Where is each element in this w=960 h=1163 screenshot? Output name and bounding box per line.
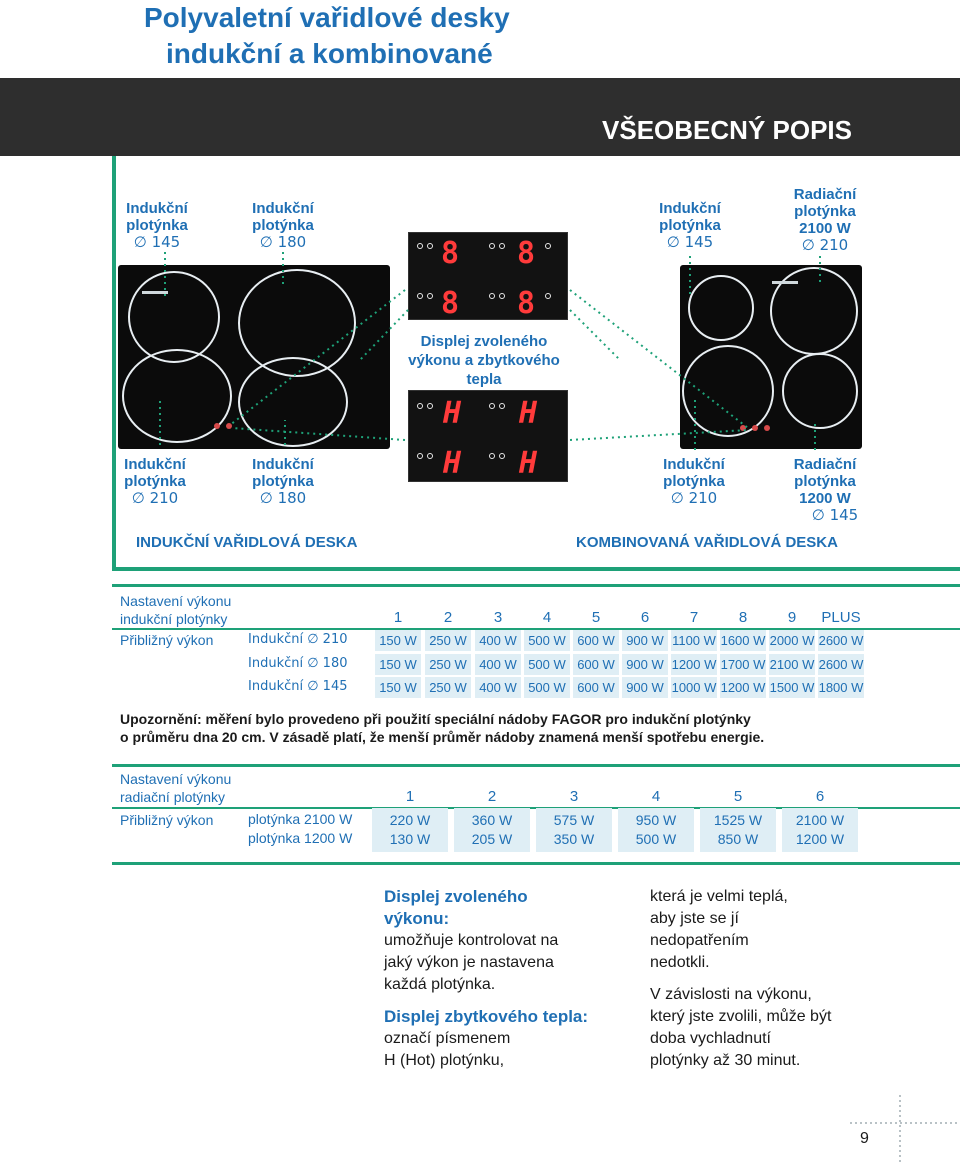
text-line: umožňuje kontrolovat na	[384, 932, 559, 949]
label-line: plotýnka	[252, 217, 314, 234]
leader-line	[232, 428, 405, 440]
table-cell: 400 W	[475, 654, 521, 675]
label-combined-radiant-1200	[780, 456, 870, 524]
note-line: Upozornění: měření bylo provedeno při použití speciální nádoby FAGOR pro indukční plotýnky	[120, 711, 751, 727]
note-line: o průměru dna 20 cm. V zásadě platí, že menší průměr nádoby znamená menší spotřebu energie.	[120, 729, 765, 745]
page-number: 9	[860, 1130, 869, 1147]
label-line: Indukční	[126, 200, 188, 217]
label-line: 2100 W	[799, 220, 851, 237]
table-cell: 2100 W	[769, 654, 815, 675]
text-line: aby jste se jí	[650, 910, 739, 927]
value-1200: 130 W	[389, 831, 431, 847]
table-divider	[112, 584, 960, 587]
value-2100: 2100 W	[795, 812, 845, 828]
radiant-table-label	[120, 770, 231, 806]
table-cell: 250 W	[425, 654, 471, 675]
label-line: Nastavení výkonu	[120, 593, 232, 609]
table-cell	[618, 808, 694, 852]
table-cell	[700, 808, 776, 852]
title-line-1: Polyvaletní vařidlové desky	[144, 2, 510, 33]
label-line: Indukční	[659, 200, 721, 217]
text-line: doba vychladnutí	[650, 1030, 771, 1047]
table-cell: 150 W	[375, 654, 421, 675]
label-line: 1200 W	[799, 490, 851, 507]
text-line: plotýnky až 30 minut.	[650, 1052, 801, 1069]
table-cell	[454, 808, 530, 852]
induction-table-label	[120, 592, 231, 628]
induction-hob-caption: INDUKČNÍ VAŘIDLOVÁ DESKA	[136, 534, 358, 551]
segment-digit: 8	[441, 236, 460, 271]
value-2100: 220 W	[389, 812, 431, 828]
column-header: 4	[651, 788, 661, 805]
page-corner-mark	[850, 1095, 960, 1163]
table-cell: 250 W	[425, 677, 471, 698]
table-cell: 250 W	[425, 630, 471, 651]
display-callout: Displej zvoleného výkonu a zbytkového tepla	[408, 333, 560, 388]
label-line: indukční plotýnky	[120, 611, 228, 627]
table-cell: 2600 W	[818, 630, 864, 651]
column-header: 6	[815, 788, 825, 805]
value-2100: 575 W	[553, 812, 595, 828]
label-line: ∅ 210	[670, 489, 718, 507]
label-induction-210	[110, 456, 200, 507]
leader-line	[570, 430, 748, 440]
text-line: označí písmenem	[384, 1030, 511, 1047]
label-line: plotýnka	[794, 473, 856, 490]
text-line: která je velmi teplá,	[650, 888, 788, 905]
table-cell	[372, 808, 448, 852]
label-line: plotýnka	[252, 473, 314, 490]
column-header: 9	[787, 609, 797, 626]
measurement-note	[120, 710, 860, 746]
column-header: 2	[443, 609, 453, 626]
table-cell: 600 W	[573, 677, 619, 698]
table-cell: 1500 W	[769, 677, 815, 698]
column-header: 5	[733, 788, 743, 805]
row-name: Indukční ∅ 145	[248, 679, 348, 694]
table-cell: 500 W	[524, 677, 570, 698]
residual-heat-description	[650, 886, 890, 1072]
table-cell: 1200 W	[720, 677, 766, 698]
value-1200: 850 W	[717, 831, 759, 847]
row-name: Indukční ∅ 210	[248, 632, 348, 647]
text-line: nedotkli.	[650, 954, 710, 971]
leader-line	[570, 310, 620, 360]
label-line: plotýnka	[794, 203, 856, 220]
label-line: plotýnka	[126, 217, 188, 234]
table-cell: 1800 W	[818, 677, 864, 698]
value-1200: 205 W	[471, 831, 513, 847]
combined-hob-caption: KOMBINOVANÁ VAŘIDLOVÁ DESKA	[576, 534, 838, 551]
radiant-row-header: Přibližný výkon	[120, 812, 214, 828]
label-line: Indukční	[663, 456, 725, 473]
label-line: ∅ 180	[259, 233, 307, 251]
table-divider	[112, 764, 960, 767]
section-title: VŠEOBECNÝ POPIS	[602, 115, 852, 145]
label-combined-induction-210	[644, 456, 744, 507]
title-line-2: indukční a kombinované	[166, 38, 493, 69]
label-line: ∅ 145	[811, 506, 859, 524]
heading: výkonu:	[384, 909, 450, 928]
table-cell: 1700 W	[720, 654, 766, 675]
table-cell: 1100 W	[671, 630, 717, 651]
value-1200: 350 W	[553, 831, 595, 847]
column-header: 3	[569, 788, 579, 805]
label-line: Indukční	[252, 200, 314, 217]
value-1200: 500 W	[635, 831, 677, 847]
row-name: Indukční ∅ 180	[248, 656, 348, 671]
column-header: 4	[542, 609, 552, 626]
heading: Displej zvoleného	[384, 887, 528, 906]
display-description	[384, 886, 624, 1072]
label-line: Radiační	[793, 456, 857, 473]
leader-line	[230, 290, 405, 425]
label-line: Indukční	[124, 456, 186, 473]
table-cell: 2600 W	[818, 654, 864, 675]
value-2100: 950 W	[635, 812, 677, 828]
table-cell: 500 W	[524, 630, 570, 651]
segment-digit: 8	[517, 286, 536, 321]
column-header: 1	[393, 609, 403, 626]
table-cell: 600 W	[573, 654, 619, 675]
label-line: Radiační	[793, 186, 857, 203]
table-cell: 500 W	[524, 654, 570, 675]
heading: Displej zbytkového tepla:	[384, 1007, 589, 1026]
text-line: každá plotýnka.	[384, 976, 496, 993]
table-cell: 900 W	[622, 654, 668, 675]
table-cell: 600 W	[573, 630, 619, 651]
row-name: plotýnka 1200 W	[248, 830, 353, 846]
value-2100: 1525 W	[713, 812, 763, 828]
column-header: 6	[640, 609, 650, 626]
table-cell: 900 W	[622, 677, 668, 698]
label-line: ∅ 210	[131, 489, 179, 507]
row-name: plotýnka 2100 W	[248, 811, 353, 827]
label-line: plotýnka	[663, 473, 725, 490]
segment-digit: H	[519, 396, 538, 431]
segment-digit: H	[519, 446, 538, 481]
value-1200: 1200 W	[795, 831, 845, 847]
column-header: 3	[493, 609, 503, 626]
label-line: Indukční	[252, 456, 314, 473]
column-header: 5	[591, 609, 601, 626]
column-header: 1	[405, 788, 415, 805]
text-line: jaký výkon je nastavena	[384, 954, 554, 971]
table-cell: 2000 W	[769, 630, 815, 651]
label-line: plotýnka	[124, 473, 186, 490]
table-cell: 150 W	[375, 630, 421, 651]
induction-row-header: Přibližný výkon	[120, 632, 214, 648]
label-line: ∅ 180	[259, 489, 307, 507]
value-2100: 360 W	[471, 812, 513, 828]
segment-digit: H	[443, 396, 462, 431]
radiant-row-names	[248, 810, 352, 848]
label-line: plotýnka	[659, 217, 721, 234]
column-header: 8	[738, 609, 748, 626]
table-divider	[112, 862, 960, 865]
table-cell: 1000 W	[671, 677, 717, 698]
leader-line	[360, 310, 408, 360]
label-line: ∅ 145	[666, 233, 714, 251]
table-cell: 1200 W	[671, 654, 717, 675]
segment-digit: 8	[441, 286, 460, 321]
text-line: H (Hot) plotýnku,	[384, 1052, 505, 1069]
table-cell: 400 W	[475, 630, 521, 651]
column-header: PLUS	[821, 609, 861, 626]
leader-line	[570, 290, 748, 428]
column-header: 7	[689, 609, 699, 626]
label-induction-180-bottom	[238, 456, 328, 507]
table-cell: 400 W	[475, 677, 521, 698]
segment-digit: 8	[517, 236, 536, 271]
column-header: 2	[487, 788, 497, 805]
label-line: radiační plotýnky	[120, 789, 226, 805]
segment-digit: H	[443, 446, 462, 481]
label-line: ∅ 210	[801, 236, 849, 254]
text-line: nedopatřením	[650, 932, 749, 949]
label-line: Nastavení výkonu	[120, 771, 232, 787]
table-cell: 1600 W	[720, 630, 766, 651]
table-cell	[536, 808, 612, 852]
table-cell	[782, 808, 858, 852]
text-line: V závislosti na výkonu,	[650, 986, 812, 1003]
label-line: ∅ 145	[133, 233, 181, 251]
table-cell: 150 W	[375, 677, 421, 698]
text-line: který jste zvolili, může být	[650, 1008, 832, 1025]
table-cell: 900 W	[622, 630, 668, 651]
